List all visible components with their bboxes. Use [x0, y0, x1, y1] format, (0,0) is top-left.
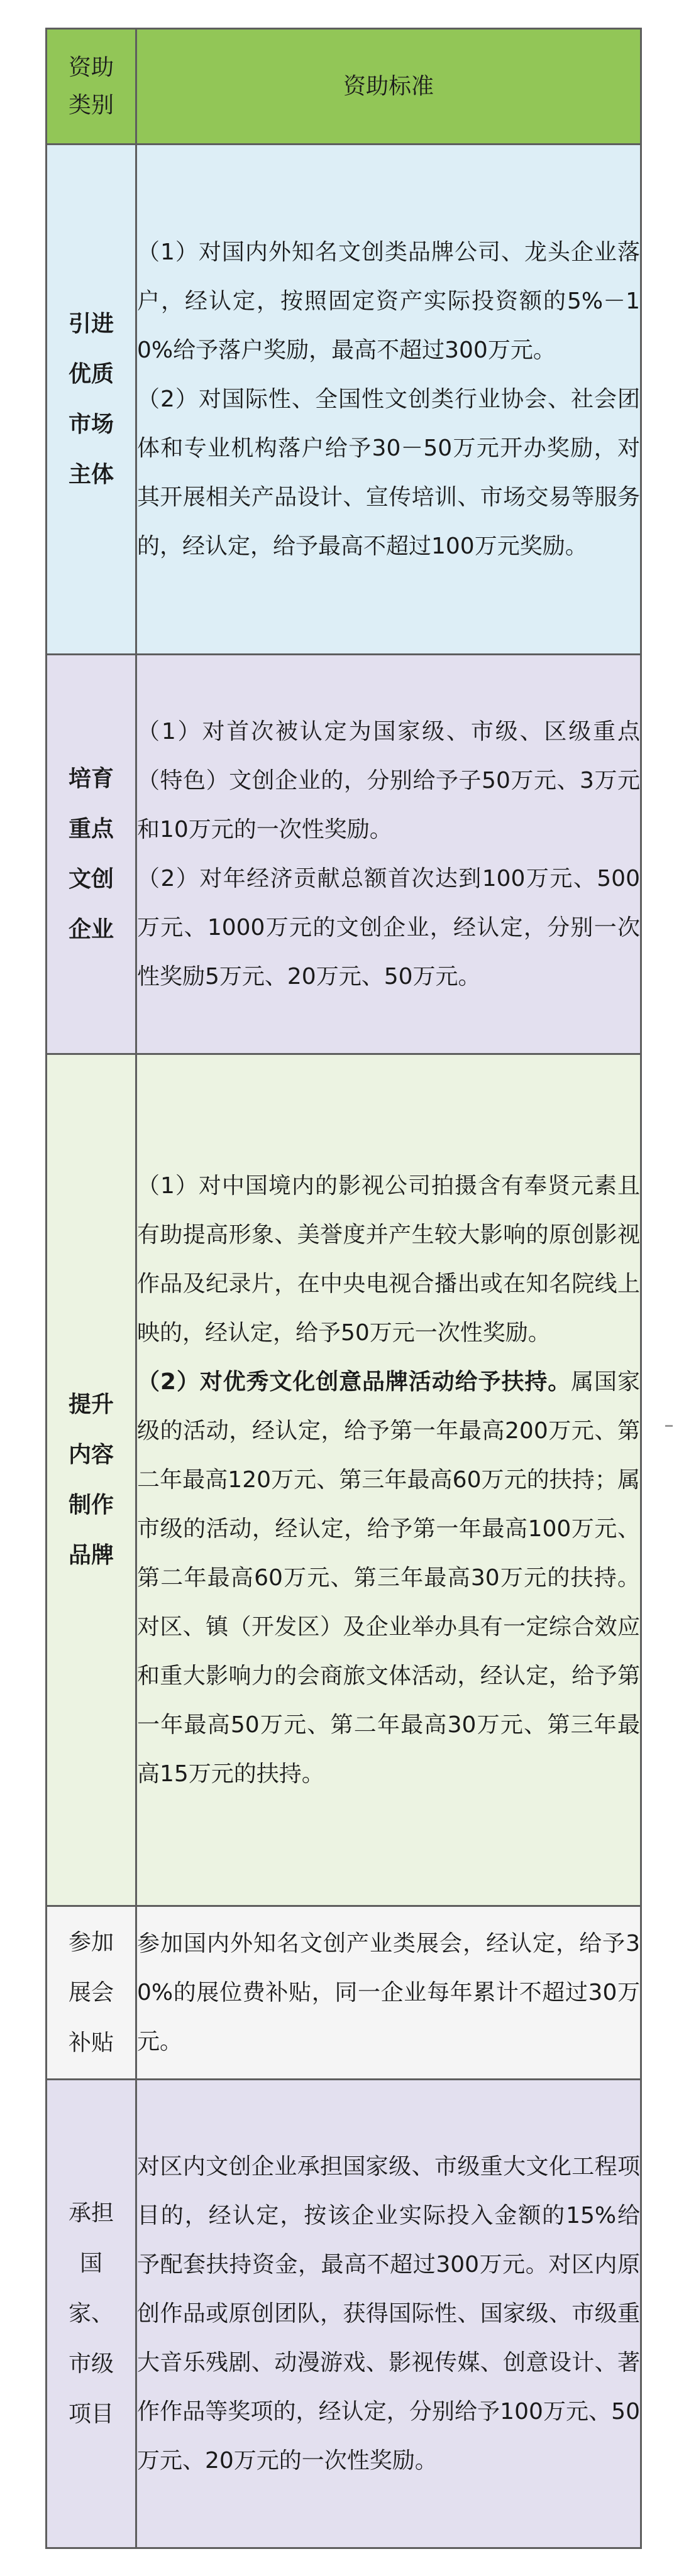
header-category	[47, 29, 136, 145]
standard-paragraph: （1）对国内外知名文创类品牌公司、龙头企业落户，经认定，按照固定资产实际投资额的5%－10%给予落户奖励，最高不超过300万元。	[137, 239, 640, 363]
category-line: 品牌	[68, 1542, 114, 1568]
bold-text: 对优秀文化创意品牌活动给予扶持。	[199, 1368, 571, 1395]
standard-paragraph: 对区内文创企业承担国家级、市级重大文化工程项目的，经认定，按该企业实际投入金额的15%给予配套扶持资金，最高不超过300万元。对区内原创作品或原创团队，获得国际性、国家级、市级重大音乐残剧、动漫游戏、影视传媒、创意设计、著作作品等奖项的，经认定，分别给予100万元、50万元、20万元的一次性奖励。	[137, 2153, 640, 2474]
category-line: 家、	[68, 2300, 114, 2327]
category-line: 国	[79, 2250, 102, 2276]
category-line: 主体	[68, 461, 114, 488]
row-category	[47, 145, 136, 655]
category-line: 优质	[68, 361, 114, 387]
bold-lead: （2）	[137, 1368, 200, 1395]
category-line: 补贴	[68, 2029, 114, 2056]
category-line: 引进	[68, 310, 114, 337]
table-row	[47, 145, 641, 655]
row-category	[47, 2080, 136, 2548]
category-line: 内容	[68, 1441, 114, 1468]
category-line: 提升	[68, 1391, 114, 1417]
row-category	[47, 655, 136, 1054]
standard-paragraph: （1）对中国境内的影视公司拍摄含有奉贤元素且有助提高形象、美誉度并产生较大影响的原创影视作品及纪录片，在中央电视合播出或在知名院线上映的，经认定，给予50万元一次性奖励。	[137, 1172, 640, 1346]
standard-paragraph: （1）对首次被认定为国家级、市级、区级重点（特色）文创企业的，分别给予子50万元、3万元和10万元的一次性奖励。	[137, 718, 640, 843]
header-category-line1: 资助	[68, 54, 114, 80]
category-line: 企业	[68, 916, 114, 942]
category-line: 市场	[68, 411, 114, 437]
category-line: 制作	[68, 1492, 114, 1518]
row-standard	[136, 1054, 641, 1906]
table-row	[47, 1906, 641, 2080]
row-standard	[136, 655, 641, 1054]
row-standard	[136, 1906, 641, 2080]
row-standard	[136, 145, 641, 655]
funding-table	[45, 28, 642, 2549]
category-line: 项目	[68, 2401, 114, 2427]
header-standard: 资助标准	[136, 29, 641, 145]
standard-paragraph: （2）对年经济贡献总额首次达到100万元、500万元、1000万元的文创企业，经认定，分别一次性奖励5万元、20万元、50万元。	[137, 865, 640, 990]
category-line: 展会	[68, 1979, 114, 2006]
category-line: 承担	[68, 2200, 114, 2226]
table-row	[47, 655, 641, 1054]
row-category	[47, 1906, 136, 2080]
row-category	[47, 1054, 136, 1906]
header-category-line2: 类别	[68, 92, 114, 118]
table-row	[47, 2080, 641, 2548]
category-line: 培育	[68, 765, 114, 792]
category-line: 重点	[68, 816, 114, 842]
standard-paragraph-bold-lead	[137, 1358, 640, 1799]
standard-paragraph: （2）对国际性、全国性文创类行业协会、社会团体和专业机构落户给予30－50万元开办奖励，对其开展相关产品设计、宣传培训、市场交易等服务的，经认定，给予最高不超过100万元奖励。	[137, 386, 640, 559]
paragraph-rest: 属国家级的活动，经认定，给予第一年最高200万元、第二年最高120万元、第三年最高60万元的扶持；属市级的活动，经认定，给予第一年最高100万元、第二年最高60万元、第三年最高30万元的扶持。对区、镇（开发区）及企业举办具有一定综合效应和重大影响力的会商旅文体活动，经认定，给予第一年最高50万元、第二年最高30万元、第三年最高15万元的扶持。	[137, 1368, 640, 1787]
edge-mark	[665, 1425, 673, 1427]
table-header-row	[47, 29, 641, 145]
row-standard	[136, 2080, 641, 2548]
standard-paragraph: 参加国内外知名文创产业类展会，经认定，给予30%的展位费补贴，同一企业每年累计不超过30万元。	[137, 1930, 640, 2055]
table-row	[47, 1054, 641, 1906]
category-line: 参加	[68, 1929, 114, 1955]
category-line: 文创	[68, 866, 114, 892]
category-line: 市级	[68, 2350, 114, 2377]
